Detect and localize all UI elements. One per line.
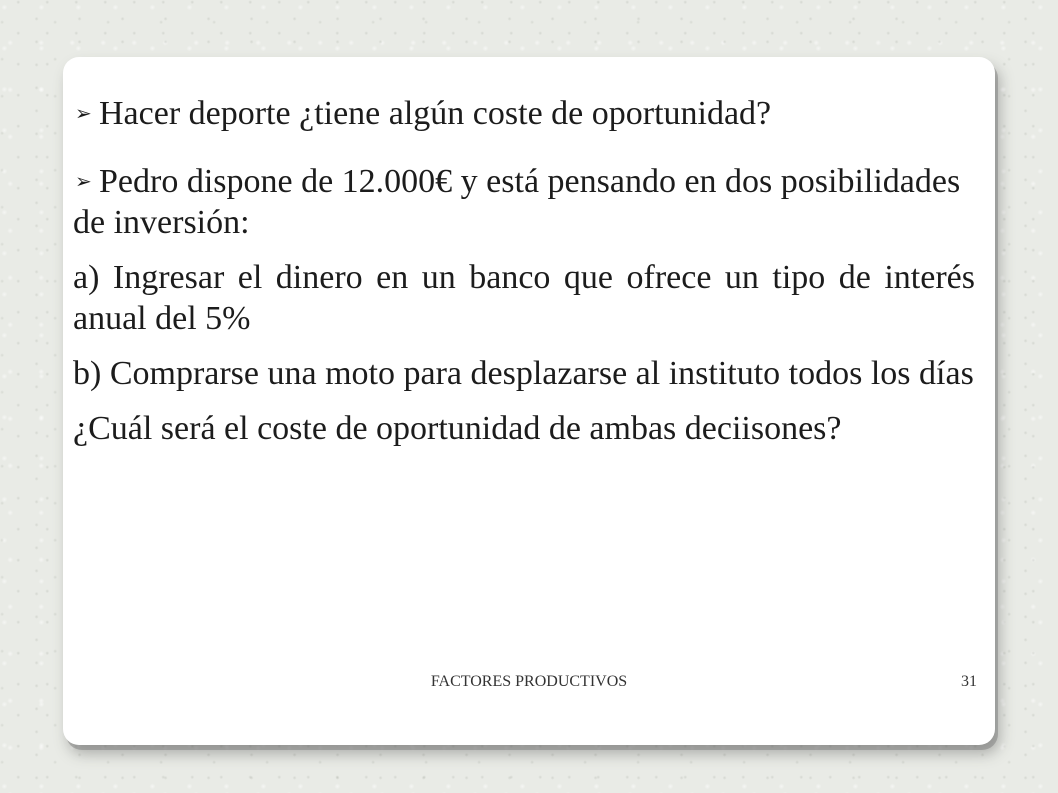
slide-content <box>73 93 975 449</box>
bullet-item <box>73 93 975 134</box>
bullet-text: Pedro dispone de 12.000€ y está pensando en dos posibilidades de inversión: <box>73 163 961 241</box>
arrow-bullet-icon: ➢ <box>75 101 92 125</box>
bullet-text: Hacer deporte ¿tiene algún coste de oportunidad? <box>99 95 772 132</box>
footer-label: FACTORES PRODUCTIVOS <box>430 673 628 690</box>
question-text: ¿Cuál será el coste de oportunidad de ambas deciisones? <box>73 410 842 447</box>
bullet-item <box>73 161 975 243</box>
slide-number: 31 <box>961 673 977 690</box>
option-a-text: a) Ingresar el dinero en un banco que ofrece un tipo de interés anual del 5% <box>73 259 975 337</box>
arrow-bullet-icon: ➢ <box>75 169 92 193</box>
slide-card <box>63 57 995 745</box>
option-b-text: b) Comprarse una moto para desplazarse al instituto todos los días <box>73 355 974 392</box>
